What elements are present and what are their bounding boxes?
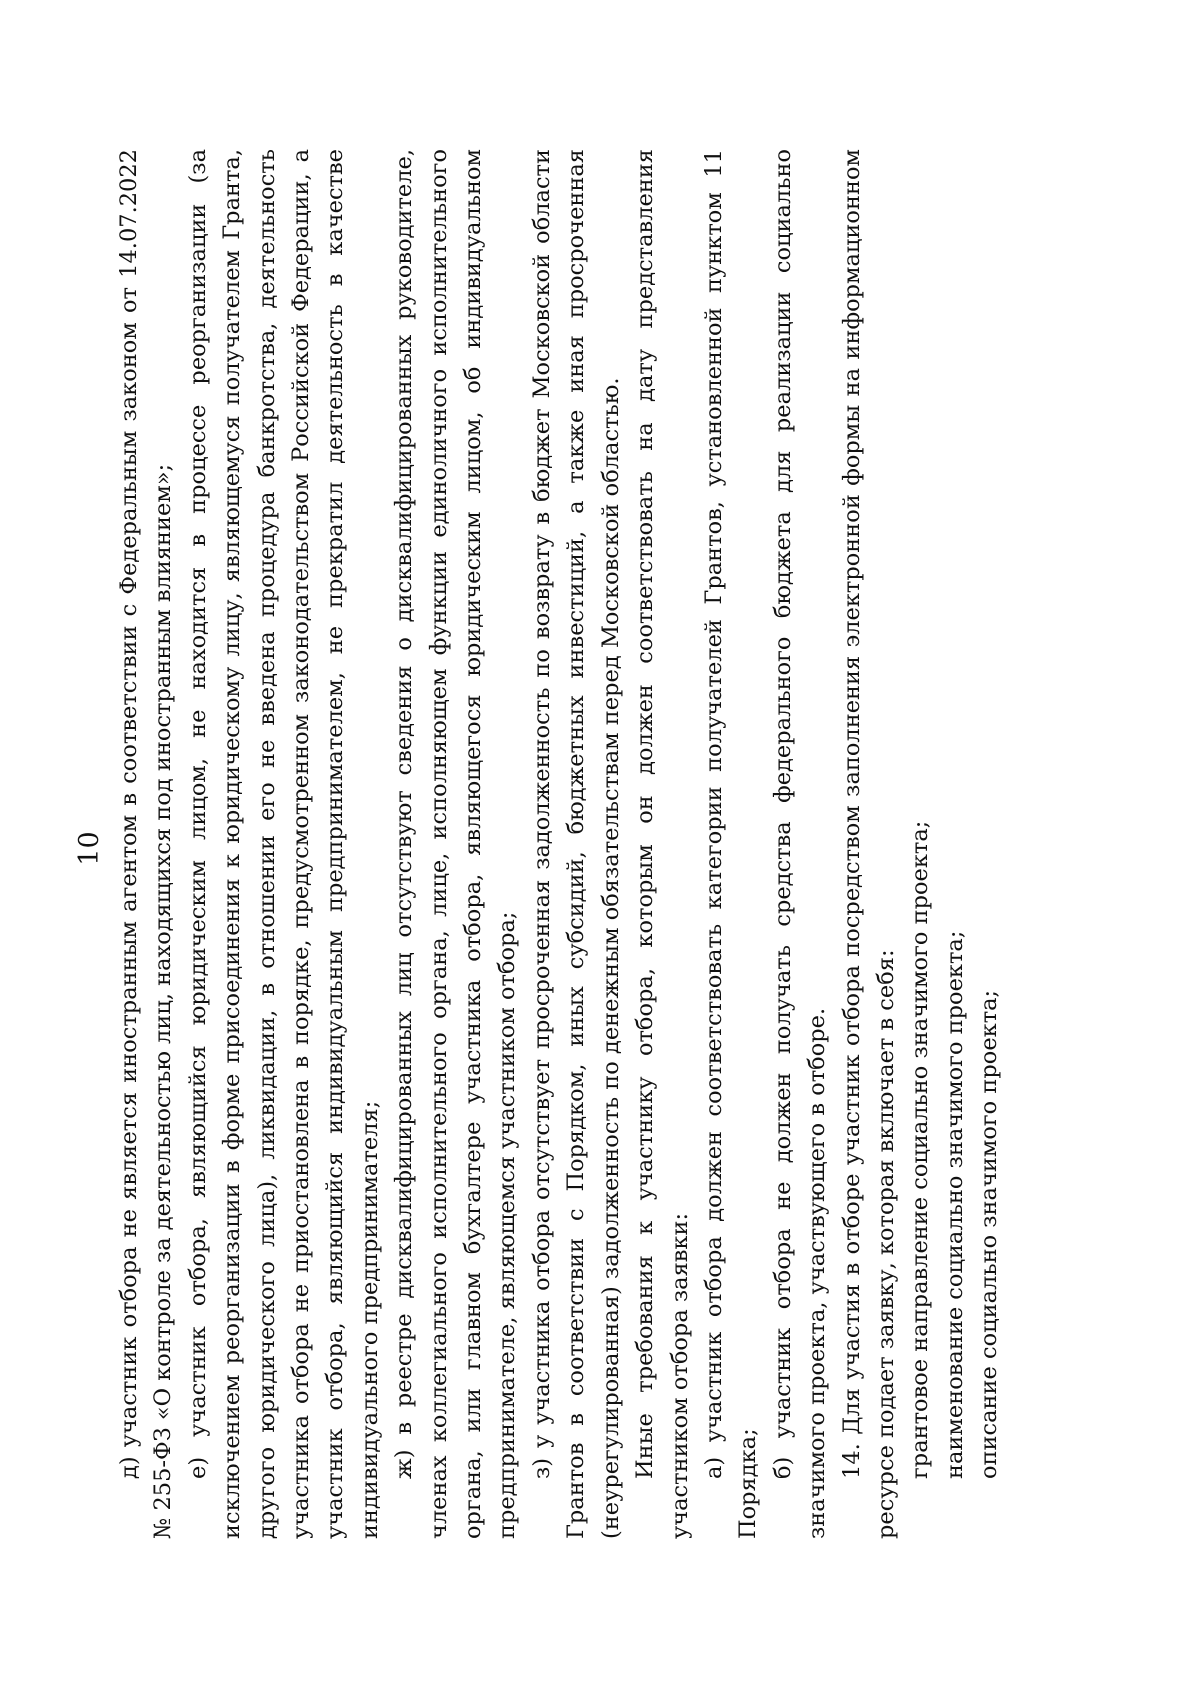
paragraph-a: а) участник отбора должен соответствовать категории получателей Грантов, установленной пунктом 11 Порядка; xyxy=(700,149,762,1539)
document-body xyxy=(112,149,1007,1539)
list-item: описание социально значимого проекта; xyxy=(976,989,1003,1479)
paragraph-d: д) участник отбора не является иностранным агентом в соответствии с Федеральным законом от 14.07.2022 № 255-ФЗ «О контроле за деятельностью лиц, находящихся под иностранным влиянием»; xyxy=(116,149,177,1539)
paragraph-e: е) участник отбора, являющийся юридическим лицом, не находится в процессе реорганизации (за исключением реорганизации в форме присоединения к юридическому лицу, являющемуся получателем Гранта, другого юридического лица), ликвидации, в отношении его не введена процедура банкротства, деятельность участника отбора не приостановлена в порядке, предусмотренном законодательством Российской Федерации, а участник отбора, являющийся индивидуальным предпринимателем, не прекратил деятельность в качестве индивидуального предпринимателя; xyxy=(184,149,383,1539)
paragraph-z: з) у участника отбора отсутствует просроченная задолженность по возврату в бюджет Московской области Грантов в соответствии с Порядком, иных субсидий, бюджетных инвестиций, а также иная просроченная (неурегулированная) задолженность по денежным обязательствам перед Московской областью. xyxy=(528,149,624,1539)
paragraph-zh: ж) в реестре дисквалифицированных лиц отсутствуют сведения о дисквалифицированных руководителе, членах коллегиального исполнительного органа, лице, исполняющем функции единоличного исполнительного органа, или главном бухгалтере участника отбора, являющегося юридическим лицом, об индивидуальном предпринимателе, являющемся участником отбора; xyxy=(391,149,521,1539)
page-number: 10 xyxy=(74,831,105,866)
paragraph-b: б) участник отбора не должен получать средства федерального бюджета для реализации социально значимого проекта, участвующего в отборе. xyxy=(769,149,831,1539)
paragraph-other-requirements: Иные требования к участнику отбора, которым он должен соответствовать на дату представления участником отбора заявки: xyxy=(632,149,693,1539)
list-item: грантовое направление социально значимого проекта; xyxy=(907,820,934,1479)
paragraph-14: 14. Для участия в отборе участник отбора посредством заполнения электронной формы на информационном ресурсе подает заявку, которая включает в себя: xyxy=(838,149,899,1539)
list-item: наименование социально значимого проекта; xyxy=(941,930,968,1479)
